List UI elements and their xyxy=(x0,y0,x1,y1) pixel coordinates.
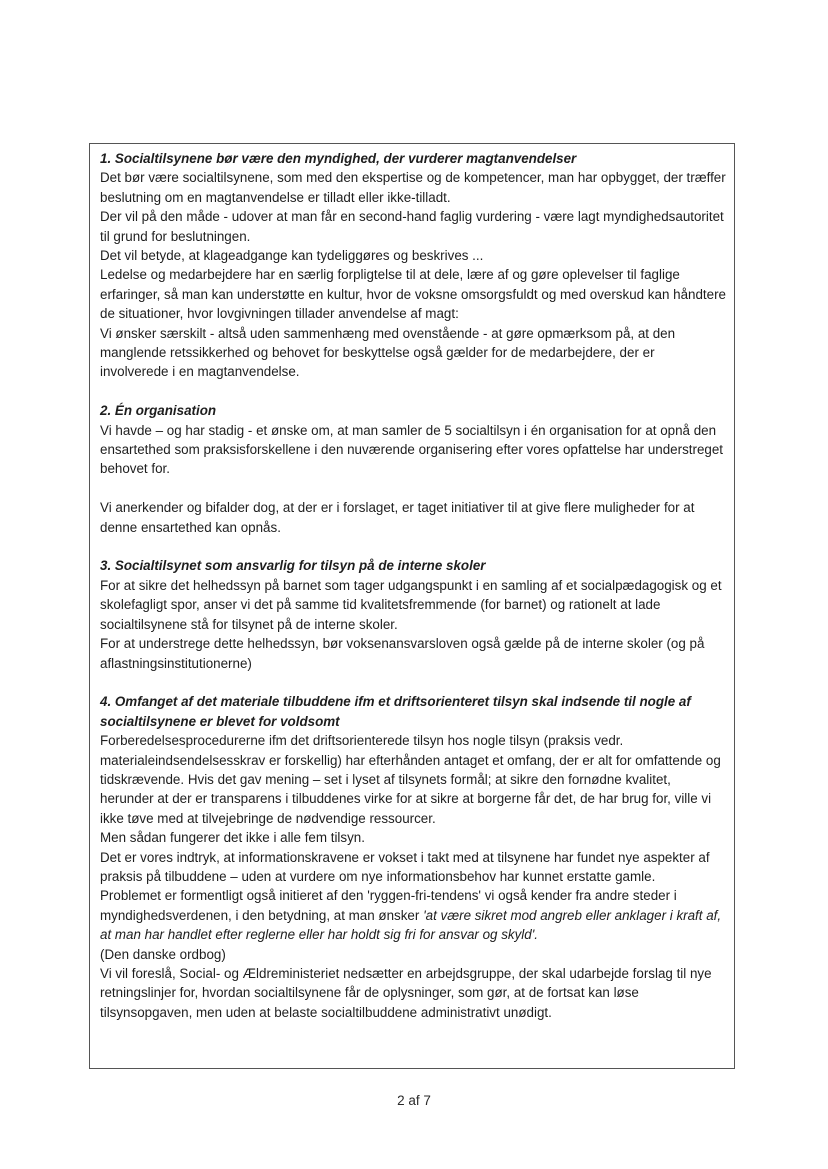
section-spacer xyxy=(100,673,726,692)
quote-source: (Den danske ordbog) xyxy=(100,946,226,962)
section-3-paragraph: For at understrege dette helhedssyn, bør voksenansvarsloven også gælde på de interne skoler (og på aflastningsinstitutionerne) xyxy=(100,636,705,671)
consultation-response-box xyxy=(89,143,735,1069)
section-2-heading: 2. Én organisation xyxy=(100,403,217,419)
section-2-paragraph: Vi havde – og har stadig - et ønske om, at man samler de 5 socialtilsyn i én organisation for at opnå den ensartethed som praksisforskellene i den nuværende organisering efter vores opfattelse har understreget behovet for. xyxy=(100,422,724,477)
section-3-heading: 3. Socialtilsynet som ansvarlig for tilsyn på de interne skoler xyxy=(100,558,486,574)
section-4-paragraph: Det er vores indtryk, at informationskravene er vokset i takt med at tilsynene har fundet nye aspekter af praksis på tilbuddene – uden at vurdere om nye informationsbehov har kunnet erstatte gamle. xyxy=(100,849,710,884)
quote-intro: Problemet er formentligt også initieret af den 'ryggen-fri-tendens' vi også kender fra andre steder i myndighedsverdenen, i den betydning, at man ønsker xyxy=(100,888,677,923)
section-1-paragraph: Der vil på den måde - udover at man får en second-hand faglig vurdering - være lagt myndighedsautoritet til grund for beslutningen. xyxy=(100,209,724,244)
page-number: 2 af 7 xyxy=(397,1093,431,1108)
section-2-paragraph: Vi anerkender og bifalder dog, at der er i forslaget, er taget initiativer til at give flere muligheder for at denne ensartethed kan opnås. xyxy=(100,500,695,535)
section-4-closing: Vi vil foreslå, Social- og Ældreministeriet nedsætter en arbejdsgruppe, der skal udarbejde forslag til nye retningslinjer for, hvordan socialtilsynene får de oplysninger, som gør, at de fortsat kan løse tilsynsopgaven, men uden at belaste socialtilbuddene administrativt unødigt. xyxy=(100,966,712,1020)
section-4-quote-paragraph xyxy=(100,886,726,944)
section-4-paragraph: Men sådan fungerer det ikke i alle fem tilsyn. xyxy=(100,830,365,846)
section-1-paragraph: Det bør være socialtilsynene, som med den ekspertise og de kompetencer, man har opbygget, der træffer beslutning om en magtanvendelse er tilladt eller ikke-tilladt. xyxy=(100,170,726,205)
section-1-paragraph: Vi ønsker særskilt - altså uden sammenhæng med ovenstående - at gøre opmærksom på, at den manglende retssikkerhed og behovet for beskyttelse også gælder for de medarbejdere, der er involverede i en magtanvendelse. xyxy=(100,325,676,380)
section-spacer xyxy=(100,537,726,556)
section-1-paragraph: Ledelse og medarbejdere har en særlig forpligtelse til at dele, lære af og gøre oplevelser til faglige erfaringer, så man kan understøtte en kultur, hvor de voksne omsorgsfuldt og med overskud kan håndtere de situationer, hvor lovgivningen tillader anvendelse af magt: xyxy=(100,267,726,322)
section-4-heading: 4. Omfanget af det materiale tilbuddene ifm et driftsorienteret tilsyn skal indsende til nogle af socialtilsynene er blevet for voldsomt xyxy=(100,694,691,729)
dictionary-quote: 'at være sikret mod angreb eller anklager i kraft af, at man har handlet efter reglerne eller har holdt sig fri for ansvar og skyld'. xyxy=(100,907,722,943)
section-1-paragraph: Det vil betyde, at klageadgange kan tydeliggøres og beskrives ... xyxy=(100,248,484,264)
section-4-paragraph: Forberedelsesprocedurerne ifm det driftsorienterede tilsyn hos nogle tilsyn (praksis vedr. materialeindsendelsesskrav er forskellig) har efterhånden antaget et omfang, der er alt for omfattende og tidskrævende. Hvis det gav mening – set i lyset af tilsynets formål; at sikre den fornødne kvalitet, herunder at der er transparens i tilbuddenes virke for at sikre at borgerne får det, de har brug for, ville vi ikke tøve med at tilvejebringe de nødvendige ressourcer. xyxy=(100,733,721,826)
paragraph-spacer xyxy=(100,479,726,498)
section-1-heading: 1. Socialtilsynene bør være den myndighed, der vurderer magtanvendelser xyxy=(100,151,577,166)
section-3-paragraph: For at sikre det helhedssyn på barnet som tager udgangspunkt i en samling af et socialpædagogisk og et skolefagligt spor, anser vi det på samme tid kvalitetsfremmende (for barnet) og rationelt at lade socialtilsynene stå for tilsynet på de interne skoler. xyxy=(100,577,722,632)
section-spacer xyxy=(100,382,726,401)
